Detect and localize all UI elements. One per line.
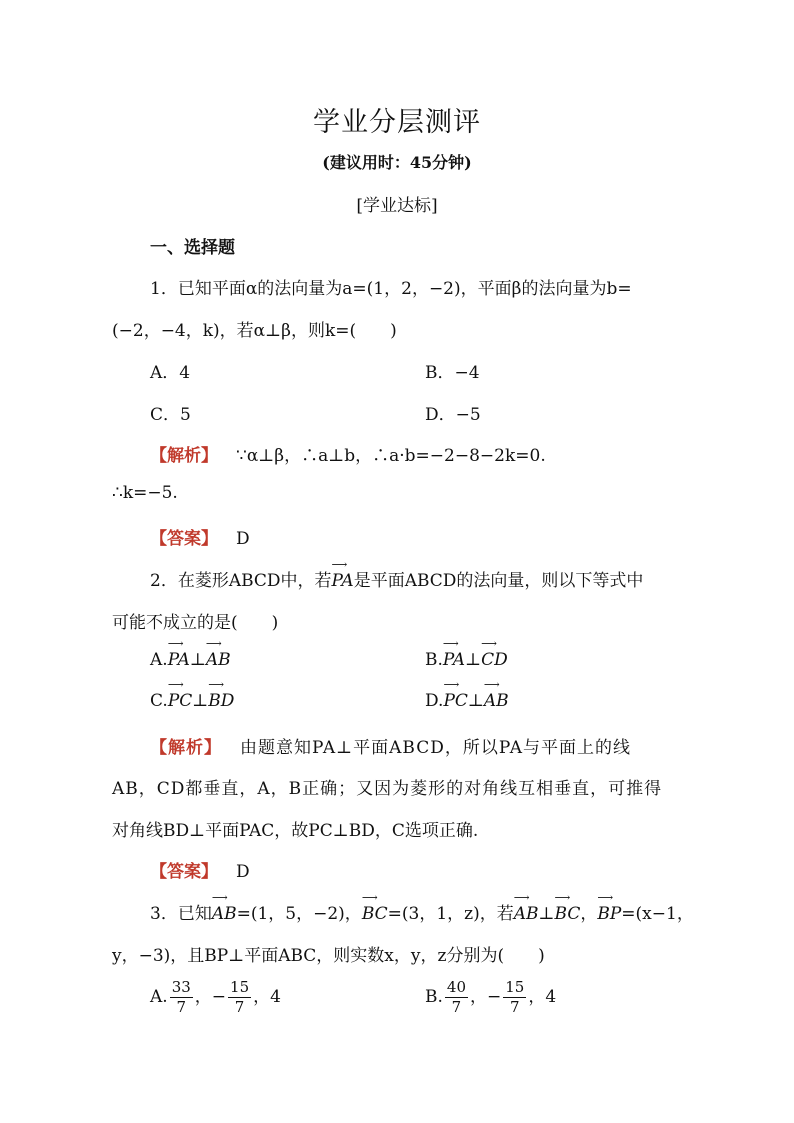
q1-option-d: D．−5	[425, 405, 481, 425]
option-label: A.	[150, 650, 168, 670]
q2-text-pre: 2．在菱形ABCD中，若	[150, 571, 332, 591]
q2-option-b	[425, 650, 508, 670]
vector: ⟶ PA	[168, 650, 190, 670]
analysis-tag: 【解析】	[150, 738, 222, 758]
numerator: 33	[171, 978, 191, 996]
q1-option-a: A．4	[150, 363, 191, 383]
vector-ab: ⟶ AB	[212, 904, 237, 924]
q3-line1	[150, 899, 694, 924]
q2-text-post: 是平面ABCD的法向量，则以下等式中	[353, 571, 644, 591]
vector: ⟶ CD	[481, 650, 508, 670]
answer-tag: 【答案】	[150, 862, 218, 882]
q3-text: =(1，5，−2)，	[236, 904, 362, 924]
numerator: 15	[230, 978, 250, 996]
q2-option-d	[425, 691, 509, 711]
q3-line2: y，−3)，且BP⊥平面ABC，则实数x，y，z分别为( )	[112, 946, 545, 966]
numerator: 15	[505, 978, 525, 996]
vector-pa: ⟶ PA	[332, 571, 354, 591]
option-label: D.	[425, 691, 444, 711]
option-label: B.	[425, 987, 443, 1007]
q3-option-a	[150, 980, 281, 1015]
q1-line1: 1．已知平面α的法向量为a=(1，2，−2)，平面β的法向量为b=	[150, 279, 632, 299]
denominator: 7	[510, 998, 520, 1016]
perp-symbol: ⊥	[465, 650, 482, 670]
q3-option-b	[425, 980, 556, 1015]
q1-analysis	[150, 441, 546, 466]
q1-option-b: B．−4	[425, 363, 480, 383]
denominator: 7	[234, 998, 245, 1016]
perp-symbol: ⊥	[467, 691, 484, 711]
q2-option-c	[150, 691, 234, 711]
vector: ⟶ PC	[168, 691, 192, 711]
vector: ⟶ PC	[443, 691, 467, 711]
option-label: B.	[425, 650, 443, 670]
q1-answer-value: D	[236, 529, 250, 549]
q2-analysis	[150, 733, 631, 758]
page-title: 学业分层测评	[313, 107, 481, 138]
q1-analysis-line2: ∴k=−5.	[112, 483, 178, 503]
perp-symbol: ⊥	[189, 650, 206, 670]
vector: ⟶ BD	[208, 691, 234, 711]
q2-line2: 可能不成立的是( )	[112, 613, 279, 633]
vector: ⟶ AB	[206, 650, 231, 670]
vector: ⟶ AB	[484, 691, 509, 711]
perp-symbol: ⊥	[538, 904, 555, 924]
numerator: 40	[446, 978, 466, 996]
q2-analysis-line3: 对角线BD⊥平面PAC，故PC⊥BD，C选项正确.	[112, 821, 479, 841]
vector: ⟶ PA	[443, 650, 465, 670]
page-subtitle: (建议用时：45分钟)	[322, 153, 472, 172]
perp-symbol: ⊥	[192, 691, 209, 711]
denominator: 7	[176, 998, 186, 1016]
separator: ，−	[470, 987, 502, 1007]
q3-text: =(x−1，	[621, 904, 694, 924]
q2-analysis-text: 由题意知PA⊥平面ABCD，所以PA与平面上的线	[240, 738, 632, 758]
q2-line1	[150, 566, 643, 591]
separator: ，−	[194, 987, 227, 1007]
separator: ，4	[528, 987, 557, 1007]
vector-bc: ⟶ BC	[555, 904, 581, 924]
fraction	[170, 980, 193, 1015]
denominator: 7	[451, 998, 462, 1016]
vector-ab: ⟶ AB	[514, 904, 539, 924]
q1-option-c: C．5	[150, 405, 191, 425]
vector-bp: ⟶ BP	[597, 904, 621, 924]
q3-text: ，	[580, 904, 598, 924]
q2-answer	[150, 857, 250, 882]
option-label: A.	[150, 987, 168, 1007]
fraction	[445, 980, 468, 1015]
q2-option-a	[150, 650, 231, 670]
part-heading: 一、选择题	[150, 238, 235, 258]
separator: ，4	[253, 987, 281, 1007]
q2-analysis-line2: AB，CD都垂直，A，B正确；又因为菱形的对角线互相垂直，可推得	[112, 779, 663, 799]
option-label: C.	[150, 691, 168, 711]
q1-answer	[150, 524, 250, 549]
q1-analysis-text: ∵α⊥β，∴a⊥b，∴a·b=−2−8−2k=0.	[236, 446, 546, 466]
q2-answer-value: D	[236, 862, 250, 882]
vector-bc: ⟶ BC	[362, 904, 388, 924]
analysis-tag: 【解析】	[150, 446, 218, 466]
answer-tag: 【答案】	[150, 529, 218, 549]
fraction	[503, 980, 526, 1015]
fraction	[228, 980, 251, 1015]
q3-text: =(3，1，z)，若	[387, 904, 514, 924]
section-label: [学业达标]	[356, 196, 438, 216]
q1-line2: (−2，−4，k)，若α⊥β，则k=( )	[112, 321, 397, 341]
q3-text: 3．已知	[150, 904, 212, 924]
